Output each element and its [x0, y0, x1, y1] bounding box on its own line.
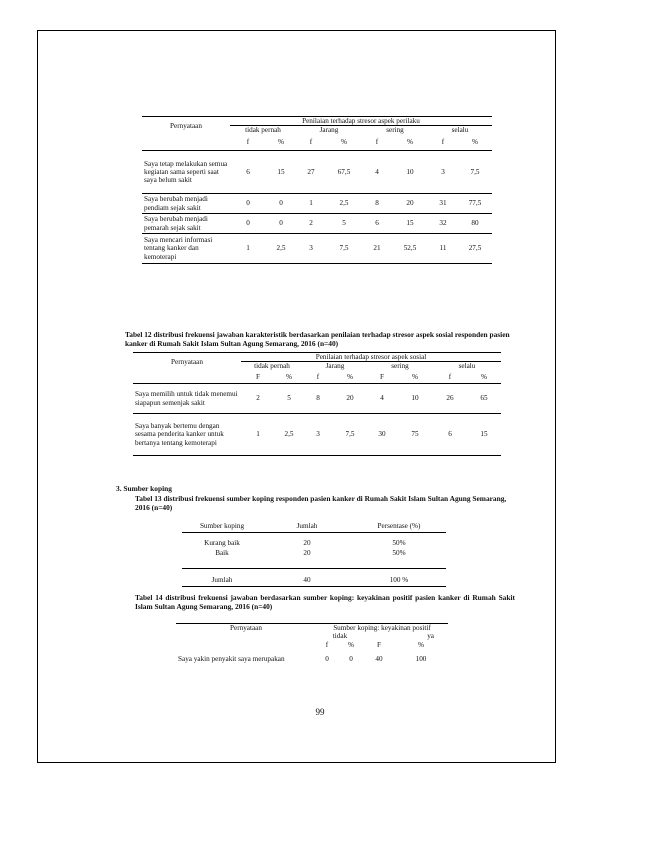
sub-header: %	[333, 371, 367, 384]
table-cell: 5	[326, 214, 362, 234]
table-14	[176, 623, 448, 669]
group-header: Sumber koping: keyakinan positif	[316, 624, 448, 633]
sub-header: %	[467, 371, 501, 384]
sub-header: F	[367, 371, 397, 384]
table-cell: 40	[375, 654, 383, 663]
col-header: tidak	[332, 632, 348, 641]
table-cell: 7,5	[333, 414, 367, 456]
table-cell: 2,5	[275, 414, 303, 456]
table-cell: 15	[266, 151, 296, 194]
total-cell: 100 %	[352, 574, 446, 586]
table-cell: 1	[241, 414, 275, 456]
table-cell: 2	[296, 214, 326, 234]
sub-header: f	[296, 135, 326, 151]
total-cell: 40	[262, 574, 352, 586]
pernyataan-header: Pernyataan	[133, 353, 241, 371]
table-cell: 1	[296, 194, 326, 214]
table-cell: 15	[392, 214, 428, 234]
table-cell: 20	[392, 194, 428, 214]
table-cell: 11	[428, 234, 458, 264]
table-cell: 0	[349, 654, 353, 663]
group-header: Penilaian terhadap stresor aspek sosial	[241, 353, 501, 362]
section-heading: 3. Sumber koping	[116, 484, 172, 493]
table-cell: 2	[241, 384, 275, 414]
table-cell: 67,5	[326, 151, 362, 194]
page-number: 99	[315, 707, 325, 717]
table-row-label: Saya yakin penyakit saya merupakan	[178, 654, 285, 663]
col-header: selalu	[458, 362, 476, 371]
table-row-label: Saya berubah menjadi pemarah sejak sakit	[142, 214, 230, 234]
sub-header: f	[230, 135, 266, 151]
table-cell: 10	[392, 151, 428, 194]
group-header: Penilaian terhadap stresor aspek perilaku	[230, 117, 492, 126]
table-cell: 32	[428, 214, 458, 234]
table-cell: 0	[230, 194, 266, 214]
table-cell: 30	[367, 414, 397, 456]
table-cell: 27,5	[458, 234, 492, 264]
table-row-label: Saya berubah menjadi pendiam sejak sakit	[142, 194, 230, 214]
col-header: selalu	[451, 126, 469, 135]
table-cell: 1	[230, 234, 266, 264]
table-14-caption: Tabel 14 distribusi frekuensi jawaban berdasarkan sumber koping: keyakinan positif pasien kanker di Rumah Sakit Islam Sultan Agung Semarang, 2016 (n=40)	[135, 593, 515, 611]
table-cell: 7,5	[458, 151, 492, 194]
table-header: Persentase (%)	[352, 520, 446, 532]
table-row-label: Saya memilih untuk tidak menemui siapapun semenjak sakit	[133, 384, 241, 414]
table-row-label: Kurang baik	[204, 538, 240, 547]
table-cell: 21	[362, 234, 392, 264]
table-cell: 75	[397, 414, 433, 456]
table-cell: 50%	[392, 538, 406, 547]
table-row-label: Baik	[215, 548, 229, 557]
sub-header: %	[326, 135, 362, 151]
table-cell: 3	[428, 151, 458, 194]
table-cell: 3	[296, 234, 326, 264]
col-header: tidak pernah	[254, 362, 290, 371]
sub-header: f	[362, 135, 392, 151]
table-cell: 31	[428, 194, 458, 214]
table-cell: 6	[362, 214, 392, 234]
table-cell: 3	[303, 414, 333, 456]
table-cell: 20	[303, 538, 311, 547]
table-cell: 20	[333, 384, 367, 414]
table-header: Jumlah	[262, 520, 352, 532]
sub-header: f	[428, 135, 458, 151]
col-header: tidak pernah	[245, 126, 281, 135]
table-cell: 100	[415, 654, 427, 663]
table-cell: 6	[230, 151, 266, 194]
table-cell: 0	[230, 214, 266, 234]
col-header: Jarang	[325, 362, 345, 371]
table-cell: 52,5	[392, 234, 428, 264]
sub-header: f	[433, 371, 467, 384]
table-13	[182, 520, 446, 587]
sub-header: %	[266, 135, 296, 151]
table-cell: 7,5	[326, 234, 362, 264]
pernyataan-header: Pernyataan	[176, 624, 316, 649]
table-cell: 0	[266, 194, 296, 214]
sub-header: F	[241, 371, 275, 384]
table-cell: 10	[397, 384, 433, 414]
col-header: Jarang	[319, 126, 339, 135]
sub-header: %	[458, 135, 492, 151]
table-cell: 20	[303, 548, 311, 557]
sub-header: %	[392, 135, 428, 151]
table-cell: 4	[362, 151, 392, 194]
col-header: sering	[391, 362, 409, 371]
table-11	[142, 116, 492, 264]
col-header: ya	[427, 632, 434, 641]
table-cell: 27	[296, 151, 326, 194]
table-cell: 8	[362, 194, 392, 214]
table-cell: 8	[303, 384, 333, 414]
sub-header: f	[303, 371, 333, 384]
table-row-label: Saya banyak bertemu dengan sesama penderita kanker untuk bertanya tentang kemoterapi	[133, 414, 241, 456]
sub-header: F	[377, 640, 381, 649]
sub-header: f	[325, 640, 329, 649]
table-cell: 2,5	[266, 234, 296, 264]
table-cell: 65	[467, 384, 501, 414]
sub-header: %	[397, 371, 433, 384]
table-cell: 5	[275, 384, 303, 414]
total-label: Jumlah	[182, 574, 262, 586]
table-cell: 4	[367, 384, 397, 414]
table-cell: 80	[458, 214, 492, 234]
table-cell: 0	[266, 214, 296, 234]
table-12-caption: Tabel 12 distribusi frekuensi jawaban karakteristik berdasarkan penilaian terhadap stresor aspek sosial responden pasien kanker di Rumah Sakit Islam Sultan Agung Semarang, 2016 (n=40)	[125, 330, 510, 348]
table-cell: 26	[433, 384, 467, 414]
table-cell: 50%	[392, 548, 406, 557]
sub-header: %	[418, 640, 424, 649]
table-row-label: Saya mencari informasi tentang kanker dan kemoterapi	[142, 234, 230, 264]
table-12	[133, 352, 501, 456]
sub-header: %	[348, 640, 354, 649]
table-cell: 15	[467, 414, 501, 456]
table-cell: 77,5	[458, 194, 492, 214]
table-cell: 0	[325, 654, 329, 663]
table-cell: 6	[433, 414, 467, 456]
col-header: sering	[386, 126, 404, 135]
pernyataan-header: Pernyataan	[142, 117, 230, 135]
table-header: Sumber koping	[182, 520, 262, 532]
table-row-label: Saya tetap melakukan semua kegiatan sama seperti saat saya belum sakit	[142, 151, 230, 194]
table-13-caption: Tabel 13 distribusi frekuensi sumber koping responden pasien kanker di Rumah Sakit Islam Sultan Agung Semarang, 2016 (n=40)	[135, 494, 507, 512]
sub-header: %	[275, 371, 303, 384]
table-cell: 2,5	[326, 194, 362, 214]
